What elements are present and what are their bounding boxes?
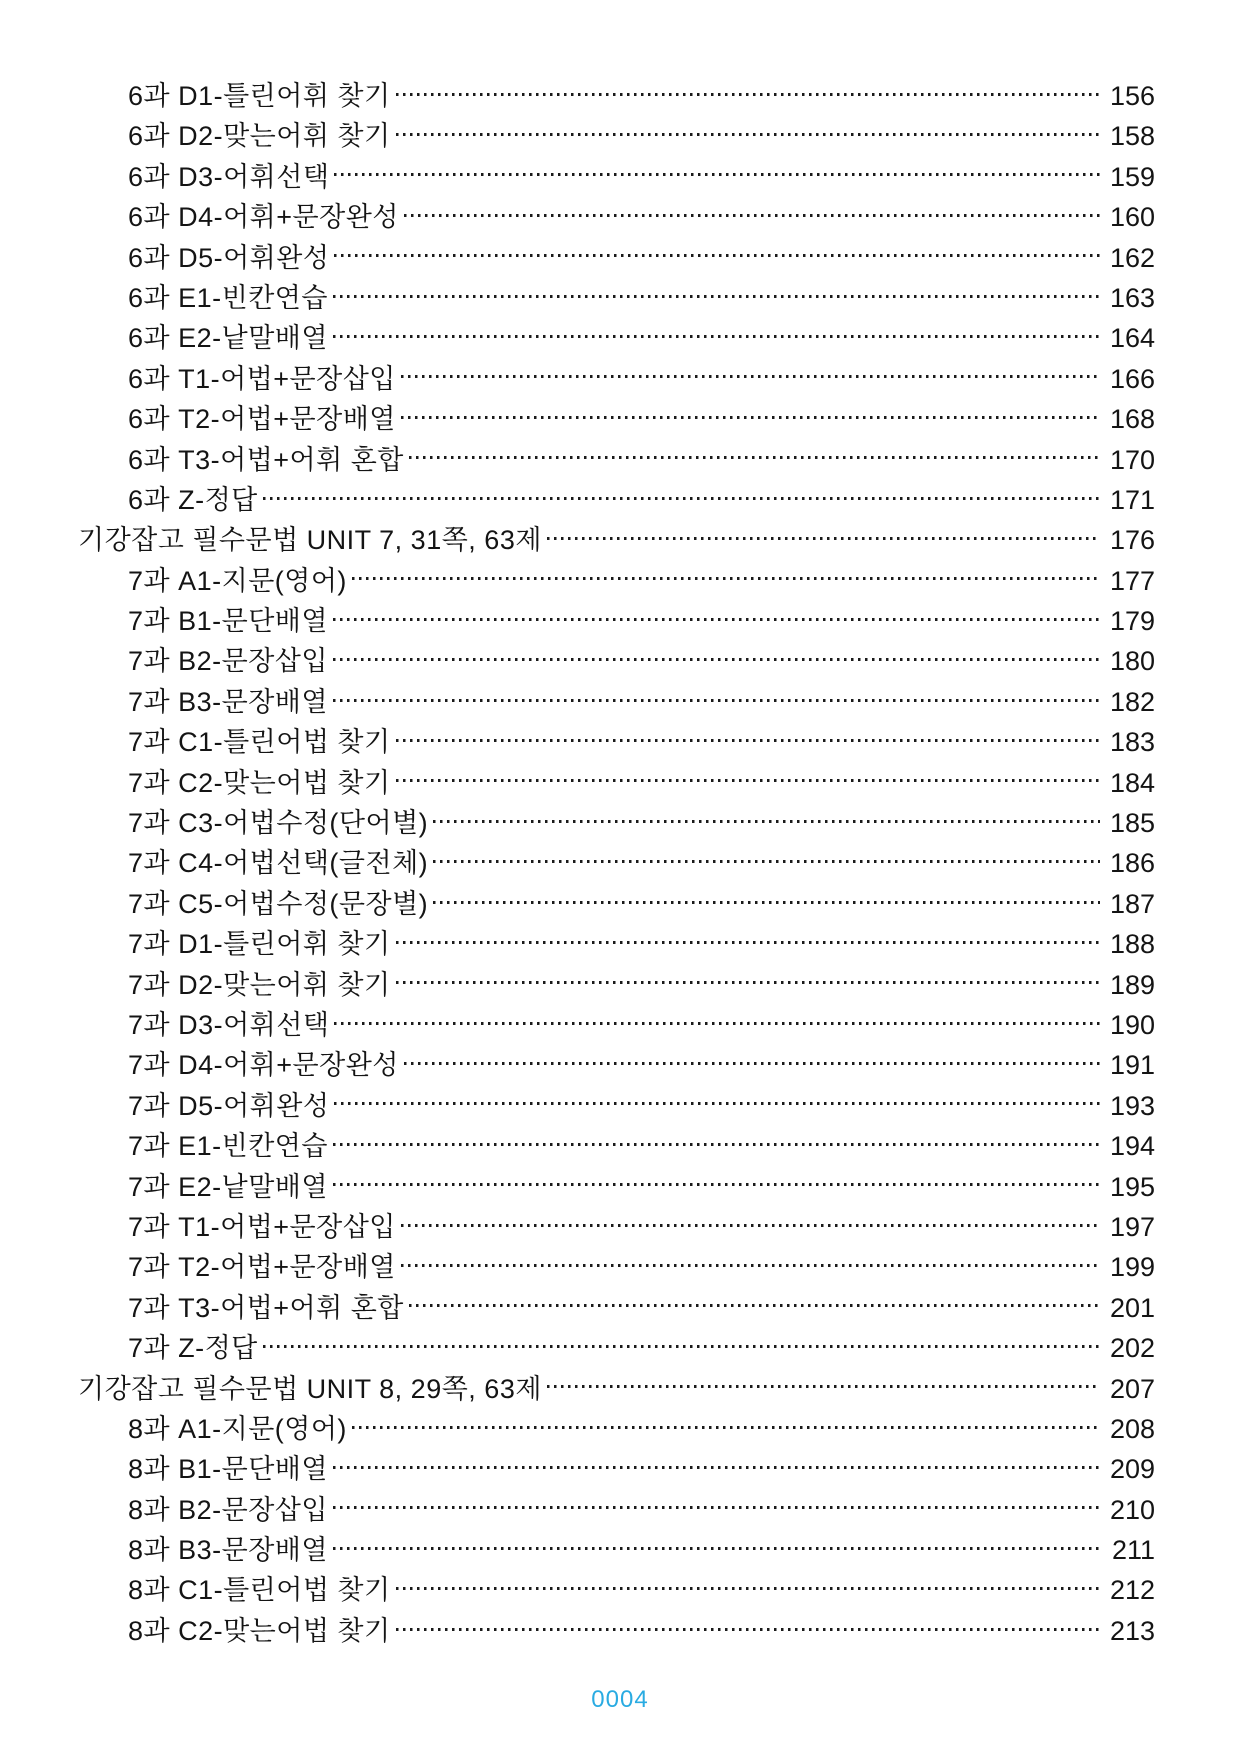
toc-entry-page: 209 — [1109, 1454, 1155, 1485]
toc-entry-label: 6과 D1-틀린어휘 찾기 — [128, 81, 391, 111]
toc-entry-page: 191 — [1109, 1050, 1155, 1081]
toc-entry-page: 212 — [1109, 1575, 1155, 1606]
toc-entry-label: 7과 D5-어휘완성 — [128, 1090, 330, 1121]
toc-leader-dots — [396, 93, 1100, 96]
toc-entry-page: 199 — [1109, 1252, 1155, 1283]
toc-entry-label: 6과 T3-어법+어휘 혼합 — [128, 444, 404, 475]
toc-entry-page: 188 — [1109, 929, 1155, 960]
toc-entry-label: 7과 T2-어법+문장배열 — [128, 1252, 396, 1283]
toc-leader-dots — [401, 375, 1100, 378]
toc-entry — [78, 1449, 1155, 1489]
toc-entry — [78, 641, 1155, 681]
toc-entry-page: 160 — [1109, 202, 1155, 233]
toc-leader-dots — [334, 1022, 1100, 1025]
toc-entry-label: 6과 D4-어휘+문장완성 — [128, 202, 399, 233]
toc-leader-dots — [396, 941, 1100, 944]
toc-entry-page: 193 — [1109, 1090, 1155, 1121]
toc-entry — [78, 520, 1155, 560]
toc-leader-dots — [433, 901, 1100, 904]
toc-entry — [78, 763, 1155, 803]
toc-entry-page: 177 — [1109, 565, 1155, 596]
toc-entry — [78, 561, 1155, 601]
toc-entry-page: 159 — [1109, 161, 1155, 192]
toc-entry-page: 166 — [1109, 363, 1155, 394]
toc-entry-page: 187 — [1109, 888, 1155, 919]
toc-leader-dots — [333, 618, 1100, 621]
toc-entry-page: 213 — [1109, 1615, 1155, 1646]
toc-entry-label: 7과 C4-어법선택(글전체) — [128, 848, 429, 879]
toc-leader-dots — [547, 1385, 1100, 1388]
toc-entry-label: 8과 B2-문장삽입 — [128, 1494, 328, 1525]
toc-leader-dots — [333, 1547, 1100, 1550]
toc-leader-dots — [396, 739, 1100, 742]
toc-entry — [78, 359, 1155, 399]
toc-entry — [78, 1247, 1155, 1287]
toc-entry-label: 8과 C2-맞는어법 찾기 — [128, 1615, 391, 1646]
toc-entry — [78, 924, 1155, 964]
toc-entry-label: 7과 D1-틀린어휘 찾기 — [128, 929, 391, 960]
toc-entry — [78, 1045, 1155, 1085]
toc-leader-dots — [334, 254, 1100, 257]
toc-entry — [78, 682, 1155, 722]
toc-entry — [78, 884, 1155, 924]
toc-leader-dots — [333, 658, 1100, 661]
toc-leader-dots — [433, 820, 1100, 823]
toc-leader-dots — [333, 295, 1100, 298]
toc-entry-label: 6과 T2-어법+문장배열 — [128, 404, 396, 435]
toc-entry-label: 7과 B1-문단배열 — [128, 606, 328, 637]
toc-entry-page: 197 — [1109, 1211, 1155, 1242]
toc-leader-dots — [333, 1143, 1100, 1146]
toc-entry — [78, 399, 1155, 439]
toc-leader-dots — [396, 1587, 1100, 1590]
toc-leader-dots — [404, 214, 1100, 217]
toc-leader-dots — [404, 1062, 1100, 1065]
toc-entry-label: 기강잡고 필수문법 UNIT 8, 29쪽, 63제 — [78, 1373, 542, 1404]
toc-entry — [78, 843, 1155, 883]
toc-leader-dots — [401, 1264, 1100, 1267]
toc-entry — [78, 1126, 1155, 1166]
toc-entry-label: 7과 D4-어휘+문장완성 — [128, 1050, 399, 1081]
toc-leader-dots — [396, 981, 1100, 984]
toc-entry-page: 185 — [1109, 808, 1155, 839]
toc-leader-dots — [333, 1466, 1100, 1469]
toc-entry — [78, 601, 1155, 641]
toc-entry-page: 158 — [1109, 121, 1155, 152]
toc-entry — [78, 722, 1155, 762]
toc-entry — [78, 965, 1155, 1005]
toc-entry — [78, 1207, 1155, 1247]
toc-leader-dots — [396, 779, 1100, 782]
toc-entry-page: 164 — [1109, 323, 1155, 354]
toc-leader-dots — [333, 1506, 1100, 1509]
toc-entry-label: 7과 C5-어법수정(문장별) — [128, 888, 429, 919]
toc-entry-label: 6과 E1-빈칸연습 — [128, 282, 328, 313]
toc-entry-label: 6과 D2-맞는어휘 찾기 — [128, 121, 391, 152]
toc-entry-label: 7과 E1-빈칸연습 — [128, 1131, 328, 1162]
toc-entry-label: 7과 E2-낱말배열 — [128, 1171, 328, 1202]
toc-entry-page: 195 — [1109, 1171, 1155, 1202]
toc-entry — [78, 1409, 1155, 1449]
toc-entry-label: 기강잡고 필수문법 UNIT 7, 31쪽, 63제 — [78, 525, 542, 556]
toc-entry-label: 6과 D3-어휘선택 — [128, 161, 330, 192]
toc-entry-label: 7과 B2-문장삽입 — [128, 646, 328, 677]
toc-entry-page: 163 — [1109, 282, 1155, 313]
toc-entry-label: 7과 B3-문장배열 — [128, 686, 328, 717]
toc-leader-dots — [352, 577, 1100, 580]
toc-entry — [78, 76, 1155, 116]
toc-leader-dots — [433, 860, 1100, 863]
toc-entry-label: 6과 E2-낱말배열 — [128, 323, 328, 354]
toc-entry — [78, 1328, 1155, 1368]
toc-entry — [78, 1005, 1155, 1045]
toc-entry-label: 7과 C3-어법수정(단어별) — [128, 808, 429, 839]
toc-leader-dots — [352, 1426, 1100, 1429]
toc-entry — [78, 1288, 1155, 1328]
toc-leader-dots — [334, 1102, 1100, 1105]
toc-list — [78, 76, 1155, 1651]
toc-entry-label: 7과 D2-맞는어휘 찾기 — [128, 969, 391, 1000]
toc-leader-dots — [401, 416, 1100, 419]
toc-entry-label: 6과 Z-정답 — [128, 484, 258, 515]
toc-entry — [78, 1611, 1155, 1651]
toc-entry-page: 171 — [1109, 484, 1155, 515]
toc-entry-page: 202 — [1109, 1333, 1155, 1364]
toc-leader-dots — [401, 1224, 1100, 1227]
footer-page-number: 0004 — [591, 1686, 649, 1713]
toc-entry-label: 7과 T1-어법+문장삽입 — [128, 1211, 396, 1242]
toc-entry-page: 182 — [1109, 686, 1155, 717]
toc-entry-page: 183 — [1109, 727, 1155, 758]
toc-entry — [78, 440, 1155, 480]
toc-entry — [78, 1086, 1155, 1126]
toc-entry — [78, 1570, 1155, 1610]
toc-entry-page: 156 — [1109, 81, 1155, 111]
toc-entry — [78, 318, 1155, 358]
toc-entry-label: 7과 A1-지문(영어) — [128, 565, 347, 596]
toc-entry-label: 7과 C2-맞는어법 찾기 — [128, 767, 391, 798]
toc-leader-dots — [396, 133, 1100, 136]
toc-entry-label: 8과 B3-문장배열 — [128, 1535, 328, 1566]
toc-entry — [78, 157, 1155, 197]
toc-entry — [78, 1167, 1155, 1207]
toc-entry — [78, 238, 1155, 278]
toc-entry-page: 210 — [1109, 1494, 1155, 1525]
toc-entry-page: 180 — [1109, 646, 1155, 677]
toc-entry-page: 170 — [1109, 444, 1155, 475]
toc-entry-page: 168 — [1109, 404, 1155, 435]
toc-leader-dots — [263, 497, 1100, 500]
toc-entry-page: 207 — [1109, 1373, 1155, 1404]
toc-entry — [78, 278, 1155, 318]
toc-leader-dots — [333, 699, 1100, 702]
toc-entry-label: 6과 T1-어법+문장삽입 — [128, 363, 396, 394]
toc-entry-label: 7과 D3-어휘선택 — [128, 1009, 330, 1040]
toc-leader-dots — [409, 1304, 1100, 1307]
toc-entry — [78, 1530, 1155, 1570]
toc-entry — [78, 480, 1155, 520]
toc-entry-label: 8과 C1-틀린어법 찾기 — [128, 1575, 391, 1606]
toc-leader-dots — [333, 335, 1100, 338]
toc-entry-label: 6과 D5-어휘완성 — [128, 242, 330, 273]
toc-entry — [78, 803, 1155, 843]
toc-leader-dots — [334, 173, 1100, 176]
toc-entry-page: 190 — [1109, 1009, 1155, 1040]
toc-entry — [78, 116, 1155, 156]
toc-leader-dots — [396, 1628, 1100, 1631]
toc-entry-label: 7과 C1-틀린어법 찾기 — [128, 727, 391, 758]
toc-leader-dots — [263, 1345, 1100, 1348]
toc-entry — [78, 1369, 1155, 1409]
toc-leader-dots — [409, 456, 1100, 459]
page-footer — [0, 1686, 1240, 1714]
toc-entry-page: 186 — [1109, 848, 1155, 879]
toc-entry-page: 162 — [1109, 242, 1155, 273]
toc-entry-page: 194 — [1109, 1131, 1155, 1162]
toc-entry-page: 179 — [1109, 606, 1155, 637]
toc-entry — [78, 1490, 1155, 1530]
toc-entry-label: 7과 Z-정답 — [128, 1333, 258, 1364]
toc-entry — [78, 197, 1155, 237]
toc-entry-page: 176 — [1109, 525, 1155, 556]
toc-entry-label: 8과 B1-문단배열 — [128, 1454, 328, 1485]
toc-entry-label: 7과 T3-어법+어휘 혼합 — [128, 1292, 404, 1323]
toc-leader-dots — [333, 1183, 1100, 1186]
toc-entry-page: 201 — [1109, 1292, 1155, 1323]
toc-entry-page: 211 — [1111, 1535, 1155, 1566]
toc-leader-dots — [547, 537, 1100, 540]
toc-entry-page: 189 — [1109, 969, 1155, 1000]
toc-entry-page: 208 — [1109, 1413, 1155, 1444]
toc-entry-page: 184 — [1109, 767, 1155, 798]
toc-entry-label: 8과 A1-지문(영어) — [128, 1413, 347, 1444]
